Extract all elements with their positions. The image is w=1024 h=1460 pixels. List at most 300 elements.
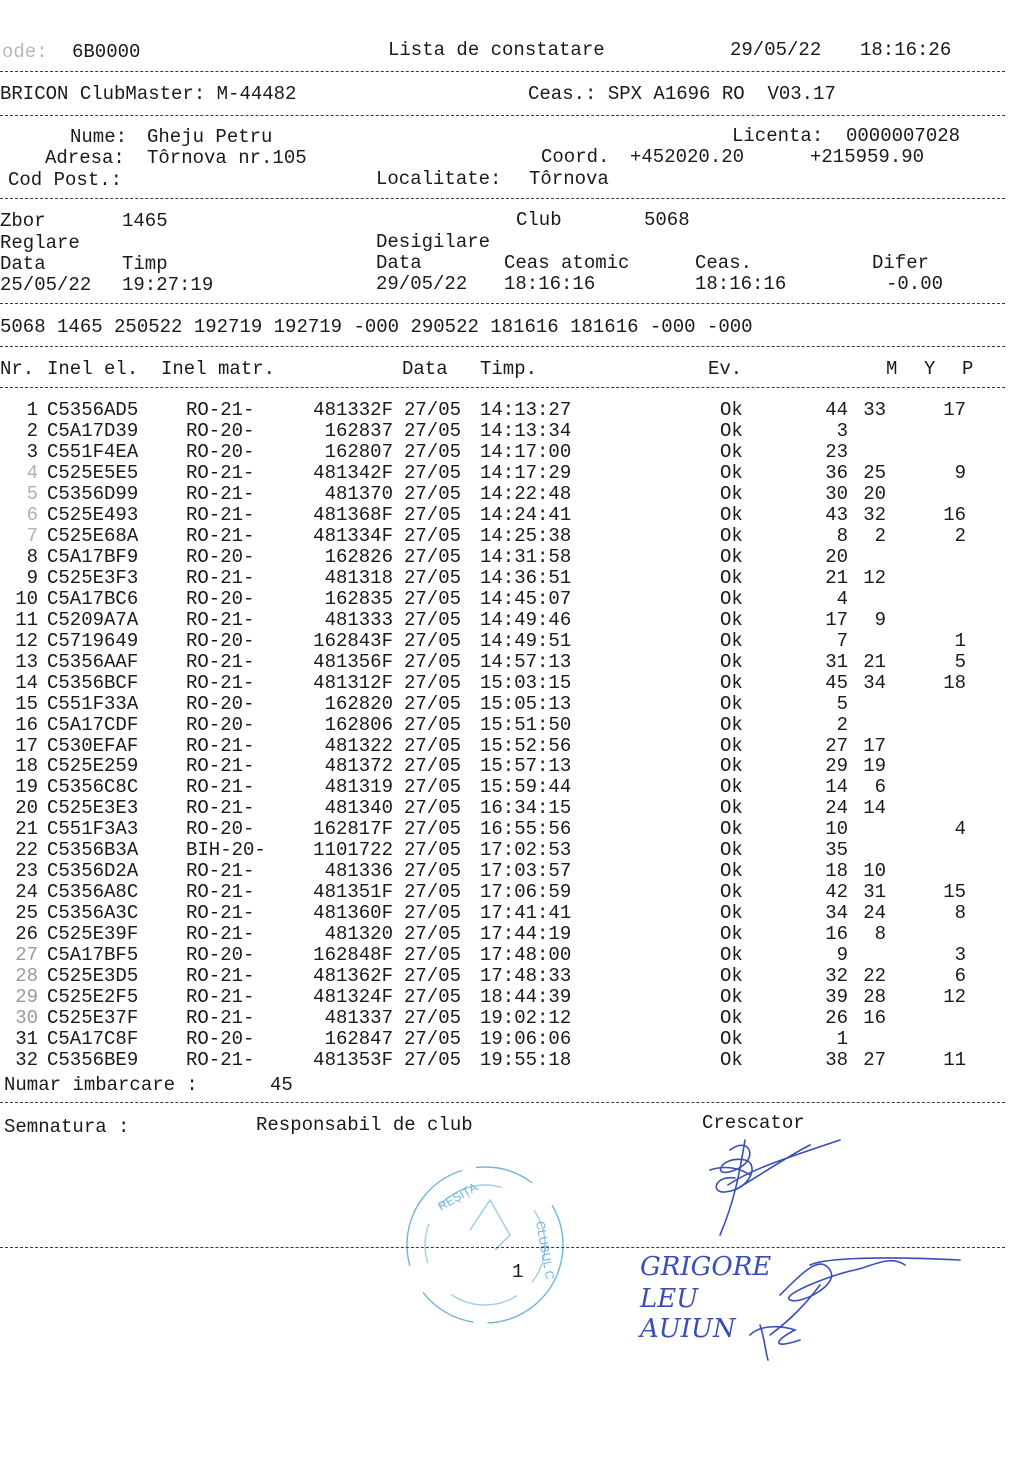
data-label: Data (0, 253, 46, 275)
owner-address: Tôrnova nr.105 (147, 147, 307, 169)
cell-ev: Ok (720, 545, 743, 568)
cell-nr: 10 (15, 587, 38, 610)
cell-inel-number: 162820 (324, 692, 393, 715)
cell-ev: Ok (720, 587, 743, 610)
cell-date: 27/05 (404, 902, 462, 925)
cell-date: 27/05 (404, 545, 462, 568)
cell-inel-number: 481356F (313, 650, 393, 673)
divider (0, 115, 1005, 116)
cell-ev: Ok (720, 860, 743, 883)
cell-inel-el: C525E493 (47, 503, 139, 526)
cell-m: 31 (825, 650, 848, 673)
ceas-time: 18:16:16 (695, 273, 787, 295)
cell-m: 17 (825, 608, 848, 631)
cell-p: 11 (943, 1049, 966, 1072)
cell-date: 27/05 (404, 839, 462, 862)
cell-y: 8 (874, 923, 886, 946)
desigilare-label: Desigilare (376, 231, 491, 253)
cell-m: 20 (825, 545, 848, 568)
cell-date: 27/05 (404, 881, 462, 904)
cell-ev: Ok (720, 986, 743, 1009)
cell-inel-prefix: RO-21- (186, 524, 255, 547)
cell-inel-el: C525E2F5 (47, 986, 139, 1009)
atomic-label: Ceas atomic (504, 252, 630, 274)
cell-m: 21 (825, 566, 848, 589)
cell-date: 27/05 (404, 860, 462, 883)
cell-time: 15:51:50 (480, 713, 572, 736)
cell-inel-prefix: RO-21- (186, 503, 255, 526)
cell-inel-el: C5356AAF (47, 650, 139, 673)
cell-date: 27/05 (404, 986, 462, 1009)
cell-p: 6 (954, 965, 966, 988)
cell-inel-el: C5356D99 (47, 482, 139, 505)
cell-nr: 4 (26, 461, 38, 484)
header-date: 29/05/22 (730, 39, 822, 61)
cell-p: 9 (954, 461, 966, 484)
cell-y: 17 (863, 734, 886, 757)
cell-inel-number: 481319 (324, 776, 393, 799)
cell-ev: Ok (720, 1028, 743, 1051)
cell-inel-number: 481336 (324, 860, 393, 883)
cell-date: 27/05 (404, 399, 462, 421)
cell-inel-el: C5A17BC6 (47, 587, 139, 610)
cell-inel-prefix: RO-20- (186, 545, 255, 568)
cell-inel-prefix: RO-20- (186, 692, 255, 715)
cell-y: 22 (863, 965, 886, 988)
cell-inel-el: C5A17BF5 (47, 944, 139, 967)
cell-inel-el: C525E3F3 (47, 566, 139, 589)
club-value: 5068 (644, 209, 690, 231)
handwritten-names (630, 1225, 970, 1365)
cell-ev: Ok (720, 965, 743, 988)
cell-m: 30 (825, 482, 848, 505)
cell-inel-prefix: RO-21- (186, 902, 255, 925)
cell-date: 27/05 (404, 776, 462, 799)
cell-nr: 27 (15, 944, 38, 967)
cell-inel-el: C5356BCF (47, 671, 139, 694)
cell-ev: Ok (720, 692, 743, 715)
cell-nr: 11 (15, 608, 38, 631)
cell-nr: 31 (15, 1028, 38, 1051)
cell-inel-prefix: RO-21- (186, 734, 255, 757)
cell-time: 15:05:13 (480, 692, 572, 715)
cell-y: 25 (863, 461, 886, 484)
cell-inel-number: 481353F (313, 1049, 393, 1072)
header-time: 18:16:26 (860, 39, 952, 61)
cell-ev: Ok (720, 1049, 743, 1072)
cell-inel-prefix: RO-21- (186, 461, 255, 484)
cell-inel-el: C5356A8C (47, 881, 139, 904)
device-clock: Ceas.: SPX A1696 RO V03.17 (528, 83, 836, 105)
cell-m: 27 (825, 734, 848, 757)
locality-label: Localitate: (376, 168, 502, 190)
timp-label: Timp (122, 253, 168, 275)
cell-time: 19:55:18 (480, 1049, 572, 1072)
handwriting-line: AUIUN (640, 1314, 736, 1344)
coord-lon: +215959.90 (810, 146, 925, 168)
cell-inel-number: 481372 (324, 755, 393, 778)
cell-y: 21 (863, 650, 886, 673)
cell-time: 17:02:53 (480, 839, 572, 862)
cell-y: 27 (863, 1049, 886, 1072)
cell-time: 14:31:58 (480, 545, 572, 568)
cell-date: 27/05 (404, 566, 462, 589)
cell-p: 15 (943, 881, 966, 904)
cell-ev: Ok (720, 755, 743, 778)
cell-inel-number: 481333 (324, 608, 393, 631)
cell-inel-number: 162847 (324, 1028, 393, 1051)
cell-date: 27/05 (404, 734, 462, 757)
cell-date: 27/05 (404, 713, 462, 736)
zbor-value: 1465 (122, 210, 168, 232)
cell-y: 10 (863, 860, 886, 883)
cell-inel-number: 481334F (313, 524, 393, 547)
cell-inel-el: C5356BE9 (47, 1049, 139, 1072)
cell-time: 17:44:19 (480, 923, 572, 946)
code-line: 5068 1465 250522 192719 192719 -000 290522 181616 181616 -000 -000 (0, 316, 753, 338)
cell-date: 27/05 (404, 755, 462, 778)
cell-ev: Ok (720, 399, 743, 421)
cell-inel-prefix: RO-21- (186, 482, 255, 505)
cell-time: 15:59:44 (480, 776, 572, 799)
cell-inel-prefix: RO-21- (186, 965, 255, 988)
cell-inel-number: 162807 (324, 440, 393, 463)
cell-inel-number: 481340 (324, 797, 393, 820)
cell-time: 18:44:39 (480, 986, 572, 1009)
cell-inel-el: C551F33A (47, 692, 139, 715)
cell-ev: Ok (720, 734, 743, 757)
cell-inel-prefix: RO-21- (186, 566, 255, 589)
cell-time: 17:03:57 (480, 860, 572, 883)
svg-text:REȘIȚA: REȘIȚA (435, 1179, 480, 1214)
cell-time: 19:06:06 (480, 1028, 572, 1051)
cell-ev: Ok (720, 923, 743, 946)
cell-inel-el: C530EFAF (47, 734, 139, 757)
cell-date: 27/05 (404, 650, 462, 673)
cell-m: 9 (836, 944, 848, 967)
cell-y: 34 (863, 671, 886, 694)
cell-inel-prefix: RO-20- (186, 587, 255, 610)
cell-inel-prefix: RO-21- (186, 671, 255, 694)
cell-nr: 21 (15, 818, 38, 841)
cell-inel-el: C5719649 (47, 629, 139, 652)
cell-time: 14:13:34 (480, 419, 572, 442)
cell-inel-number: 481312F (313, 671, 393, 694)
cell-nr: 24 (15, 881, 38, 904)
column-header: M (886, 358, 898, 380)
cell-inel-number: 481320 (324, 923, 393, 946)
cell-y: 12 (863, 566, 886, 589)
cell-inel-prefix: BIH-20- (186, 839, 266, 862)
cell-inel-number: 481324F (313, 986, 393, 1009)
cell-y: 6 (874, 776, 886, 799)
cell-inel-prefix: RO-20- (186, 1028, 255, 1051)
column-header: Data (402, 358, 448, 380)
cell-inel-el: C5A17CDF (47, 713, 139, 736)
cell-time: 14:49:46 (480, 608, 572, 631)
cell-inel-number: 162835 (324, 587, 393, 610)
cell-date: 27/05 (404, 965, 462, 988)
cell-nr: 9 (26, 566, 38, 589)
cell-inel-prefix: RO-20- (186, 419, 255, 442)
cell-inel-number: 162843F (313, 629, 393, 652)
cell-inel-prefix: RO-21- (186, 650, 255, 673)
cell-y: 31 (863, 881, 886, 904)
cell-inel-el: C5356B3A (47, 839, 139, 862)
cell-nr: 20 (15, 797, 38, 820)
imbarcare-value: 45 (270, 1074, 293, 1096)
cell-nr: 32 (15, 1049, 38, 1072)
device-model: BRICON ClubMaster: M-44482 (0, 83, 297, 105)
cell-nr: 13 (15, 650, 38, 673)
cell-date: 27/05 (404, 524, 462, 547)
cell-inel-el: C5A17BF9 (47, 545, 139, 568)
cell-date: 27/05 (404, 419, 462, 442)
cell-nr: 12 (15, 629, 38, 652)
divider (0, 198, 1005, 199)
crescator-label: Crescator (702, 1112, 805, 1134)
cell-date: 27/05 (404, 587, 462, 610)
column-header: Ev. (708, 358, 743, 380)
cell-inel-number: 481342F (313, 461, 393, 484)
cell-inel-el: C551F4EA (47, 440, 139, 463)
code-label: ode: (2, 41, 48, 63)
cell-inel-el: C5356D2A (47, 860, 139, 883)
atomic-time: 18:16:16 (504, 273, 596, 295)
cell-p: 2 (954, 524, 966, 547)
cell-m: 43 (825, 503, 848, 526)
cell-time: 14:24:41 (480, 503, 572, 526)
cell-inel-el: C525E37F (47, 1007, 139, 1030)
cell-nr: 22 (15, 839, 38, 862)
cell-inel-el: C525E5E5 (47, 461, 139, 484)
cell-inel-number: 481368F (313, 503, 393, 526)
cell-inel-el: C5A17D39 (47, 419, 139, 442)
cell-ev: Ok (720, 713, 743, 736)
cell-inel-el: C525E39F (47, 923, 139, 946)
cell-nr: 2 (26, 419, 38, 442)
cell-inel-number: 481362F (313, 965, 393, 988)
cell-inel-prefix: RO-21- (186, 608, 255, 631)
cell-p: 3 (954, 944, 966, 967)
page-number: 1 (512, 1261, 524, 1283)
cell-ev: Ok (720, 461, 743, 484)
column-header: Inel matr. (161, 358, 276, 380)
cell-inel-number: 481322 (324, 734, 393, 757)
semnatura-label: Semnatura : (4, 1116, 130, 1138)
cell-nr: 29 (15, 986, 38, 1009)
cell-inel-prefix: RO-20- (186, 629, 255, 652)
cell-inel-prefix: RO-20- (186, 713, 255, 736)
column-header: Nr. (0, 358, 35, 380)
cell-nr: 30 (15, 1007, 38, 1030)
cell-nr: 6 (26, 503, 38, 526)
cell-nr: 18 (15, 755, 38, 778)
cell-nr: 16 (15, 713, 38, 736)
cell-date: 27/05 (404, 482, 462, 505)
cell-time: 17:48:00 (480, 944, 572, 967)
cell-inel-number: 1101722 (313, 839, 393, 862)
cell-m: 23 (825, 440, 848, 463)
desig-date: 29/05/22 (376, 273, 468, 295)
cell-date: 27/05 (404, 797, 462, 820)
club-stamp (400, 1160, 570, 1330)
cell-inel-number: 162837 (324, 419, 393, 442)
cell-m: 44 (825, 399, 848, 421)
cell-m: 18 (825, 860, 848, 883)
cell-ev: Ok (720, 1007, 743, 1030)
cell-nr: 5 (26, 482, 38, 505)
cell-p: 4 (954, 818, 966, 841)
reglare-date: 25/05/22 (0, 274, 92, 296)
cell-m: 32 (825, 965, 848, 988)
cell-nr: 17 (15, 734, 38, 757)
cell-inel-number: 162817F (313, 818, 393, 841)
cell-y: 24 (863, 902, 886, 925)
cell-inel-el: C5356C8C (47, 776, 139, 799)
cell-inel-el: C5356A3C (47, 902, 139, 925)
cell-ev: Ok (720, 482, 743, 505)
cell-nr: 14 (15, 671, 38, 694)
cell-time: 14:13:27 (480, 399, 572, 421)
cell-inel-prefix: RO-20- (186, 440, 255, 463)
cell-inel-el: C5209A7A (47, 608, 139, 631)
cell-time: 16:55:56 (480, 818, 572, 841)
cell-inel-number: 481370 (324, 482, 393, 505)
cell-nr: 1 (26, 399, 38, 421)
cell-inel-el: C525E68A (47, 524, 139, 547)
cell-m: 29 (825, 755, 848, 778)
cell-y: 32 (863, 503, 886, 526)
cell-inel-el: C5A17C8F (47, 1028, 139, 1051)
cell-time: 14:22:48 (480, 482, 572, 505)
cell-date: 27/05 (404, 944, 462, 967)
cell-m: 10 (825, 818, 848, 841)
cell-p: 16 (943, 503, 966, 526)
cell-ev: Ok (720, 797, 743, 820)
difer-label: Difer (872, 252, 930, 274)
divider (0, 303, 1005, 304)
cell-inel-prefix: RO-21- (186, 797, 255, 820)
cell-time: 14:45:07 (480, 587, 572, 610)
cell-time: 14:57:13 (480, 650, 572, 673)
coord-label: Coord. (541, 146, 610, 168)
cell-inel-number: 481360F (313, 902, 393, 925)
cell-ev: Ok (720, 944, 743, 967)
cell-inel-el: C551F3A3 (47, 818, 139, 841)
cell-y: 2 (874, 524, 886, 547)
cell-ev: Ok (720, 902, 743, 925)
cell-m: 39 (825, 986, 848, 1009)
cell-nr: 23 (15, 860, 38, 883)
divider (0, 71, 1005, 72)
divider (0, 1102, 1005, 1103)
cell-m: 5 (836, 692, 848, 715)
coord-lat: +452020.20 (630, 146, 745, 168)
cell-inel-prefix: RO-21- (186, 986, 255, 1009)
cell-p: 17 (943, 399, 966, 421)
cell-p: 5 (954, 650, 966, 673)
license-label: Licenta: (732, 125, 824, 147)
cell-ev: Ok (720, 650, 743, 673)
cell-time: 14:36:51 (480, 566, 572, 589)
cell-m: 26 (825, 1007, 848, 1030)
cell-y: 33 (863, 399, 886, 421)
cell-nr: 8 (26, 545, 38, 568)
cell-time: 14:17:00 (480, 440, 572, 463)
column-header: Y (924, 358, 936, 380)
cell-nr: 15 (15, 692, 38, 715)
cell-inel-number: 481337 (324, 1007, 393, 1030)
column-header: P (962, 358, 974, 380)
cell-y: 28 (863, 986, 886, 1009)
cell-nr: 25 (15, 902, 38, 925)
divider (0, 346, 1005, 347)
cell-date: 27/05 (404, 503, 462, 526)
cell-nr: 28 (15, 965, 38, 988)
cell-y: 16 (863, 1007, 886, 1030)
cell-ev: Ok (720, 524, 743, 547)
cell-inel-number: 162826 (324, 545, 393, 568)
cell-time: 15:03:15 (480, 671, 572, 694)
cell-time: 17:48:33 (480, 965, 572, 988)
cell-date: 27/05 (404, 1007, 462, 1030)
cell-time: 19:02:12 (480, 1007, 572, 1030)
document-title: Lista de constatare (388, 39, 605, 61)
code-value: 6B0000 (72, 41, 141, 63)
cell-time: 16:34:15 (480, 797, 572, 820)
divider (0, 387, 1005, 388)
cell-date: 27/05 (404, 923, 462, 946)
cell-m: 1 (836, 1028, 848, 1051)
cell-date: 27/05 (404, 461, 462, 484)
responsabil-label: Responsabil de club (256, 1114, 473, 1136)
cell-m: 34 (825, 902, 848, 925)
cell-y: 20 (863, 482, 886, 505)
cell-inel-prefix: RO-21- (186, 755, 255, 778)
reglare-time: 19:27:19 (122, 274, 214, 296)
name-label: Nume: (70, 126, 128, 148)
cell-ev: Ok (720, 503, 743, 526)
postcode-label: Cod Post.: (8, 169, 123, 191)
cell-inel-number: 162848F (313, 944, 393, 967)
cell-nr: 3 (26, 440, 38, 463)
cell-time: 17:06:59 (480, 881, 572, 904)
cell-ev: Ok (720, 566, 743, 589)
cell-nr: 26 (15, 923, 38, 946)
cell-inel-prefix: RO-21- (186, 776, 255, 799)
cell-m: 35 (825, 839, 848, 862)
cell-inel-number: 162806 (324, 713, 393, 736)
cell-inel-prefix: RO-21- (186, 1049, 255, 1072)
cell-inel-prefix: RO-21- (186, 860, 255, 883)
cell-ev: Ok (720, 881, 743, 904)
cell-inel-number: 481351F (313, 881, 393, 904)
difer-value: -0.00 (886, 273, 944, 295)
cell-date: 27/05 (404, 1049, 462, 1072)
cell-date: 27/05 (404, 818, 462, 841)
cell-ev: Ok (720, 839, 743, 862)
cell-date: 27/05 (404, 440, 462, 463)
address-label: Adresa: (45, 147, 125, 169)
license-value: 0000007028 (846, 125, 961, 147)
cell-inel-number: 481318 (324, 566, 393, 589)
cell-m: 36 (825, 461, 848, 484)
cell-time: 14:17:29 (480, 461, 572, 484)
cell-date: 27/05 (404, 692, 462, 715)
cell-p: 12 (943, 986, 966, 1009)
cell-m: 7 (836, 629, 848, 652)
